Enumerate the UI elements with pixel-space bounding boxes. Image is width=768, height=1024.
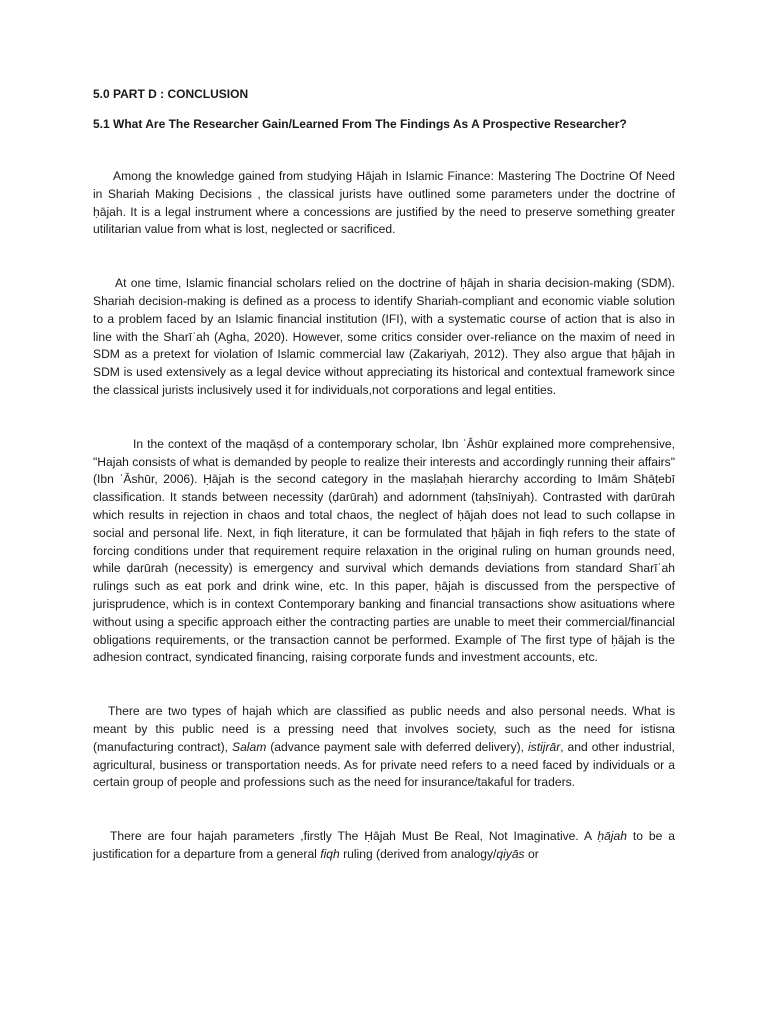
paragraph-5-fiqh: fiqh [320,846,340,861]
subsection-heading: 5.1 What Are The Researcher Gain/Learned From The Findings As A Prospective Researcher? [93,117,627,131]
section-heading: 5.0 PART D : CONCLUSION [93,87,249,101]
paragraph-1: Among the knowledge gained from studying Hājah in Islamic Finance: Mastering The Doctrine Of Need in Shariah Making Decisions , the classical jurists have outlined some parameters under the doctrine of ḥājah. It is a legal instrument where a concessions are justified by the need to preserve something greater utilitarian value from what is lost, neglected or sacrificed. [93,169,675,237]
paragraph-5-text-a: There are four hajah parameters ,firstly The Ḥājah Must Be Real, Not Imaginative. A [110,829,592,844]
paragraph-5-text-b: to be a justification for a departure from a general [93,829,675,861]
paragraph-5-qiyas: qiyās [496,846,525,861]
paragraph-2: At one time, Islamic financial scholars relied on the doctrine of ḥājah in sharia decision-making (SDM). Shariah decision-making is defined as a process to identify Shariah-compliant and economic viable solution to a problem faced by an Islamic financial institution (IFI), with a systematic course of action that is also in line with the Sharīʿah (Agha, 2020). However, some critics consider over-reliance on the maxim of need in SDM as a pretext for violation of Islamic commercial law (Zakariyah, 2012). They also argue that ḥājah in SDM is used extensively as a legal device without appreciating its historical and contextual framework since the classical jurists inclusively used it for individuals,not corporations and legal entities. [93,276,675,397]
paragraph-5 [93,828,675,864]
paragraph-4 [93,703,675,792]
paragraph-4-istijrar: istijrār [527,739,561,754]
paragraph-4-text-c: , and other industrial, agricultural, business or transportation needs. As for private need refers to a need faced by individuals or a certain group of people and professions such as the need for insurance/takaful for traders. [93,739,675,790]
paragraph-5-text-d: or [527,846,539,861]
paragraph-4-text-a: There are two types of hajah which are classified as public needs and also personal needs. What is meant by this public need is a pressing need that involves society, such as the need for istisna (manufacturing contract), [93,704,675,754]
paragraph-3: In the context of the maqāṣd of a contemporary scholar, Ibn ʿĀshūr explained more comprehensive, "Hajah consists of what is demanded by people to realize their interests and accordingly running their affairs" (Ibn ʿĀshūr, 2006). Ḥājah is the second category in the maṣlaḥah hierarchy according to Imām Shāṭebī classification. It stands between necessity (ḍarūrah) and adornment (taḥsīniyah). Contrasted with ḍarūrah which results in rejection in chaos and total chaos, the neglect of ḥājah does not lead to such collapse in social and personal life. Next, in fiqh literature, it can be formulated that ḥājah in fiqh refers to the state of forcing conditions under that requirement require relaxation in the original ruling on human grounds need, while ḍarūrah (necessity) is emergency and survival which demands deviations from standard Sharīʿah rulings such as eat pork and drink wine, etc. In this paper, ḥājah is discussed from the perspective of jurisprudence, which is in context Contemporary banking and financial transactions show asituations where without using a specific approach either the contracting parties are unable to meet their commercial/financial obligations requirements, or the transaction cannot be performed. Example of The first type of ḥājah is the adhesion contract, syndicated financing, raising corporate funds and investment accounts, etc. [93,436,675,665]
paragraph-5-text-c: ruling (derived from analogy/ [343,846,497,861]
paragraph-5-hajah: ḥājah [597,829,627,844]
paragraph-4-text-b: (advance payment sale with deferred delivery), [270,739,525,754]
paragraph-4-salam: Salam [232,739,267,754]
document-page [93,86,675,864]
